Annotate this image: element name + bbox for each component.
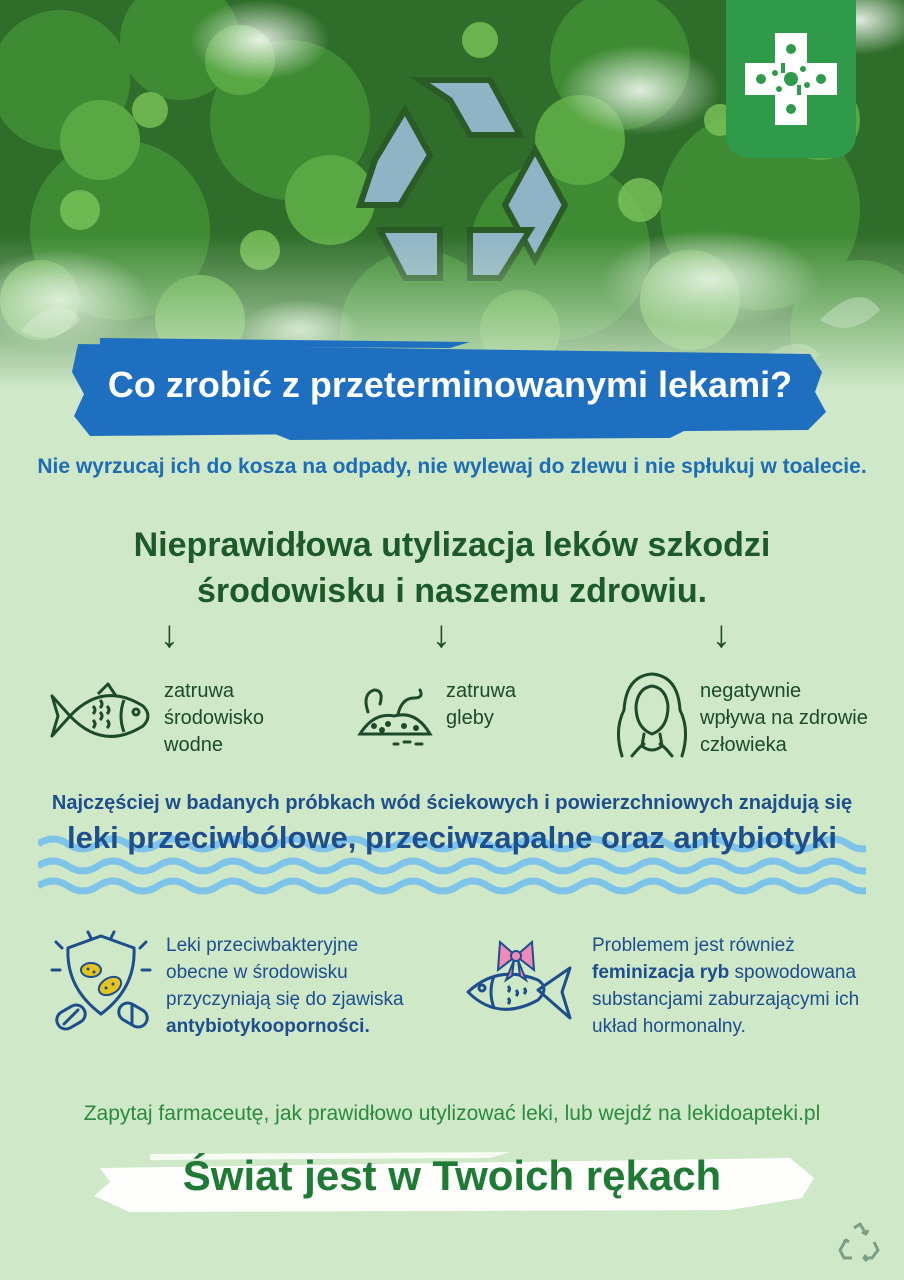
effect-line: środowisko (164, 707, 265, 729)
woman-face-icon (612, 670, 692, 758)
findings-intro: Najczęściej w badanych próbkach wód ściekowych i powierzchniowych znajdują się (51, 792, 853, 814)
bacteria-shield-icon (48, 930, 154, 1034)
info-line-rest: spowodowana (729, 962, 857, 983)
effect-line: negatywnie (700, 680, 802, 702)
info-bold: antybiotykooporności. (166, 1016, 370, 1037)
slogan: Świat jest w Twoich rękach (182, 1152, 722, 1199)
effect-line: zatruwa (164, 680, 235, 702)
effect-health-text (700, 678, 868, 759)
info-antibiotic-text (166, 932, 404, 1040)
effect-line: człowieka (700, 734, 787, 756)
fish-bow-icon (458, 936, 580, 1036)
effect-soil-text (446, 678, 516, 732)
info-feminization-text (592, 932, 859, 1040)
fish-icon (48, 676, 158, 756)
arrow-down-icon: ↓ (712, 614, 731, 656)
headline (100, 522, 804, 614)
effect-line: wpływa na zdrowie (700, 707, 868, 729)
headline-line-2: środowisku i naszemu zdrowiu. (196, 572, 708, 610)
effect-line: wodne (164, 734, 223, 756)
info-line-bold (166, 1013, 404, 1040)
info-line: Leki przeciwbakteryjne (166, 935, 359, 956)
info-line: substancjami zaburzającymi ich (592, 989, 860, 1010)
arrow-down-icon: ↓ (432, 614, 451, 656)
page-title: Co zrobić z przeterminowanymi lekami? (107, 364, 793, 405)
info-bold: feminizacja ryb (592, 962, 730, 983)
pharmacy-cross-icon (741, 29, 841, 129)
info-line: Problemem jest również (592, 935, 795, 956)
info-line: układ hormonalny. (592, 1016, 746, 1037)
call-to-action: Zapytaj farmaceutę, jak prawidłowo utylizować leki, lub wejdź na lekidoapteki.pl (83, 1102, 821, 1125)
findings-main: leki przeciwbólowe, przeciwzapalne oraz antybiotyki (66, 820, 838, 855)
soil-worms-icon (354, 682, 436, 750)
pharmacy-logo (726, 0, 856, 158)
subtitle: Nie wyrzucaj ich do kosza na odpady, nie wylewaj do zlewu i nie spłukuj w toalecie. (37, 455, 867, 478)
effect-line: gleby (446, 707, 494, 729)
effect-line: zatruwa (446, 680, 517, 702)
arrow-down-icon: ↓ (160, 614, 179, 656)
info-line (592, 959, 859, 986)
info-line: przyczyniają się do zjawiska (166, 989, 404, 1010)
effect-water-text (164, 678, 264, 759)
info-line: obecne w środowisku (166, 962, 348, 983)
recycle-icon (836, 1220, 882, 1266)
headline-line-1: Nieprawidłowa utylizacja leków szkodzi (133, 526, 771, 564)
